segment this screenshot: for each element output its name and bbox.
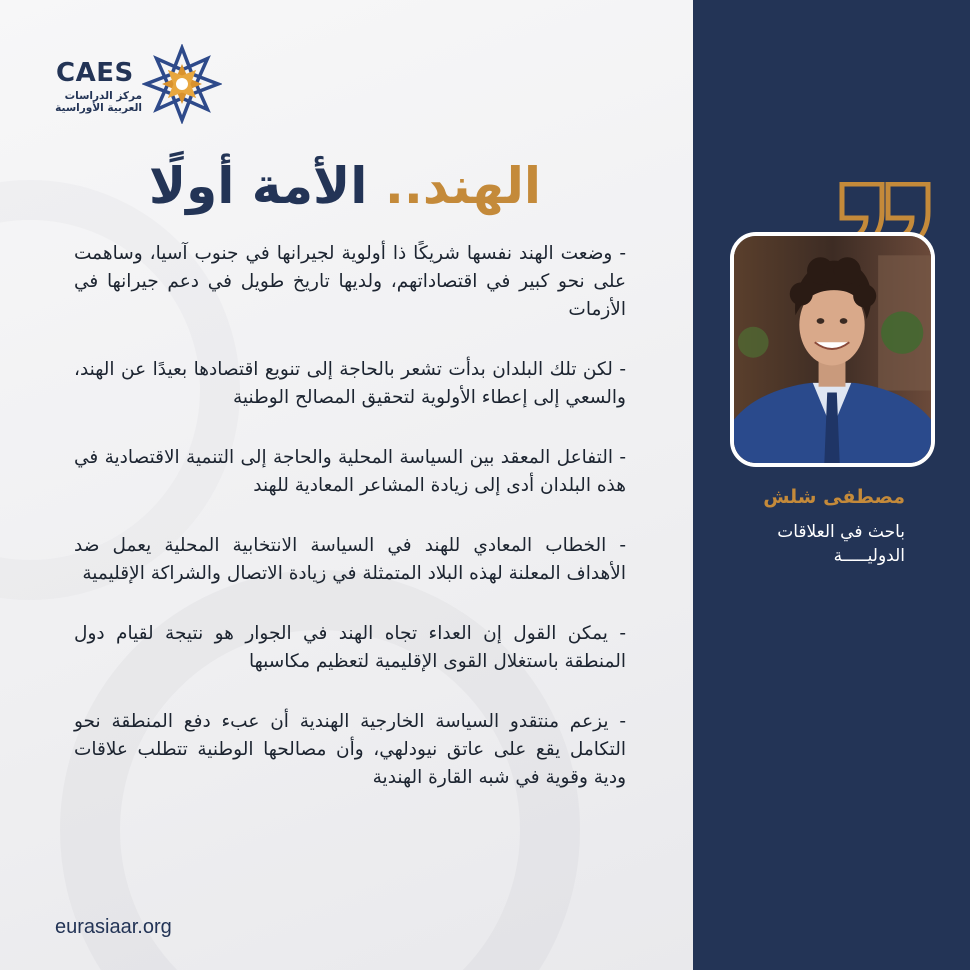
paragraph: - لكن تلك البلدان بدأت تشعر بالحاجة إلى تنويع اقتصادها بعيدًا عن الهند، والسعي إلى إعطاء الأولوية لتحقيق المصالح الوطنية — [74, 359, 626, 408]
author-role — [700, 520, 905, 568]
article-body — [74, 240, 626, 792]
logo — [52, 44, 222, 124]
paragraph: - وضعت الهند نفسها شريكًا ذا أولوية لجيرانها في جنوب آسيا، وساهمت على نحو كبير في اقتصاداتهم، ولديها تاريخ طويل في دعم جيرانها في الأزمات — [74, 243, 626, 320]
logo-subtitle-line2: العربية الأوراسية — [55, 102, 142, 114]
title-part-gold: الهند.. — [384, 157, 542, 215]
logo-subtitle — [52, 90, 142, 114]
title-part-navy: الأمة أولًا — [148, 157, 368, 215]
logo-abbreviation: CAES — [56, 58, 134, 88]
author-photo — [730, 232, 935, 467]
paragraph: - الخطاب المعادي للهند في السياسة الانتخابية المحلية يعمل ضد الأهداف المعلنة لهذه البلاد المتمثلة في زيادة الاتصال والشراكة الإقليمية — [74, 535, 626, 584]
author-panel — [693, 0, 970, 970]
paragraph: - التفاعل المعقد بين السياسة المحلية والحاجة إلى التنمية الاقتصادية في هذه البلدان أدى إلى زيادة المشاعر المعادية للهند — [74, 447, 626, 496]
paragraph: - يمكن القول إن العداء تجاه الهند في الجوار هو نتيجة لقيام دول المنطقة باستغلال القوى الإقليمية لتعظيم مكاسبها — [74, 623, 626, 672]
paragraph: - يزعم منتقدو السياسة الخارجية الهندية أن عبء دفع المنطقة نحو التكامل يقع على عاتق نيودلهي، وأن مصالحها الوطنية تتطلب علاقات ودية وقوية في شبه القارة الهندية — [74, 711, 626, 788]
page-title — [120, 148, 570, 224]
author-role-line2: الدوليـــــة — [833, 546, 905, 566]
author-role-line1: باحث في العلاقات — [777, 522, 905, 542]
website-link[interactable]: eurasiaar.org — [55, 916, 172, 938]
logo-subtitle-line1: مركز الدراسات — [64, 90, 142, 102]
star-emblem-icon — [142, 44, 222, 124]
author-name: مصطفى شلش — [763, 486, 905, 508]
